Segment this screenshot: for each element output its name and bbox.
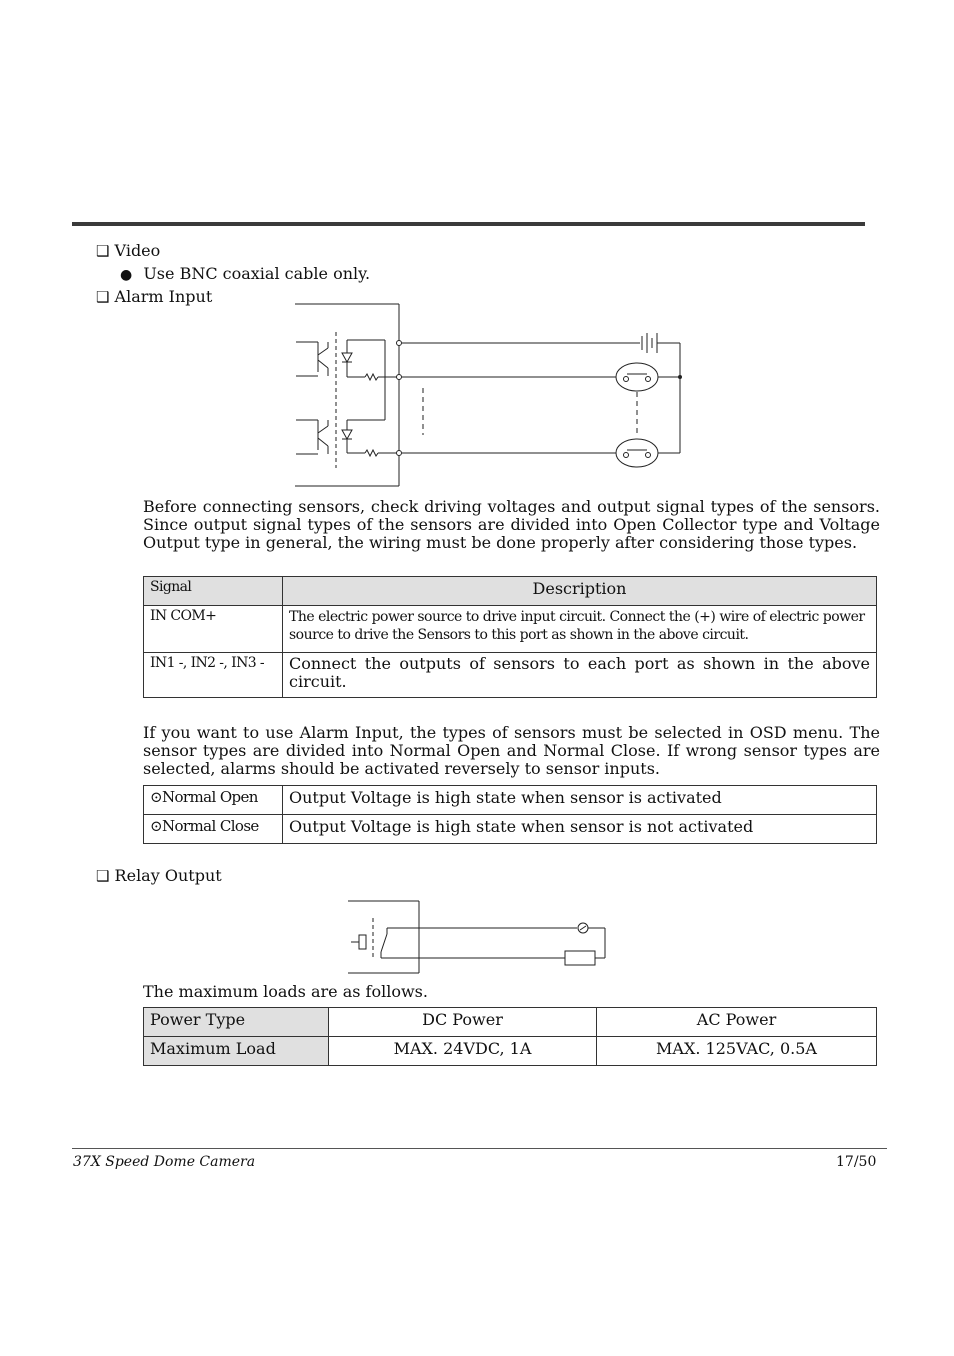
- table-row: [144, 815, 877, 844]
- section-video: [96, 241, 160, 260]
- table-cell-description: Output Voltage is high state when sensor is activated: [283, 786, 877, 815]
- section-relay-output: [96, 866, 222, 885]
- signal-table: [143, 576, 877, 698]
- sensors-intro-paragraph: Before connecting sensors, check driving voltages and output signal types of the sensors. Since output signal types of the sensors are divided into Open Collector type and Voltage Output type in general, the wiring must be done properly after considering those types.: [143, 497, 880, 552]
- section-relay-output-title: Relay Output: [114, 866, 222, 885]
- table-cell-sensor-type: ⊙Normal Close: [144, 815, 283, 844]
- footer-title: 37X Speed Dome Camera: [73, 1154, 256, 1170]
- table-cell-signal: IN COM+: [144, 606, 283, 653]
- video-bullet-text: Use BNC coaxial cable only.: [143, 264, 371, 283]
- checkbox-square-icon: ❑: [96, 288, 110, 306]
- table-header-signal: Signal: [144, 577, 283, 606]
- table-row: [144, 653, 877, 698]
- table-cell-description: Output Voltage is high state when sensor is not activated: [283, 815, 877, 844]
- table-cell-ac-value: MAX. 125VAC, 0.5A: [597, 1037, 877, 1066]
- header-rule: [72, 222, 865, 226]
- table-row: [144, 786, 877, 815]
- section-video-title: Video: [114, 241, 161, 260]
- load-table: [143, 1007, 877, 1066]
- table-header-ac-power: AC Power: [597, 1008, 877, 1037]
- checkbox-square-icon: ❑: [96, 867, 110, 885]
- list-item-video: [120, 264, 370, 283]
- filled-circle-icon: ●: [120, 267, 133, 283]
- footer-rule: [72, 1148, 887, 1149]
- table-header-description: Description: [283, 577, 877, 606]
- max-loads-paragraph: The maximum loads are as follows.: [143, 982, 428, 1001]
- section-alarm-input-title: Alarm Input: [114, 287, 213, 306]
- section-alarm-input: [96, 287, 212, 306]
- osd-select-paragraph: If you want to use Alarm Input, the types of sensors must be selected in OSD menu. The sensor types are divided into Normal Open and Normal Close. If wrong sensor types are selected, alarms should be activated reversely to sensor inputs.: [143, 723, 880, 778]
- table-cell-description: Connect the outputs of sensors to each port as shown in the above circuit.: [283, 653, 877, 698]
- table-cell-description: The electric power source to drive input circuit. Connect the (+) wire of electric power source to drive the Sensors to this port as shown in the above circuit.: [283, 606, 877, 653]
- sensor-type-table: [143, 785, 877, 844]
- table-cell-maximum-load: Maximum Load: [144, 1037, 329, 1066]
- table-row: [144, 606, 877, 653]
- table-cell-sensor-type: ⊙Normal Open: [144, 786, 283, 815]
- relay-output-circuit-diagram: [345, 898, 610, 978]
- table-header-row: [144, 1008, 877, 1037]
- page-number: 17/50: [836, 1154, 877, 1170]
- table-row: [144, 1037, 877, 1066]
- table-cell-signal: IN1 -, IN2 -, IN3 -: [144, 653, 283, 698]
- table-header-row: [144, 577, 877, 606]
- table-header-dc-power: DC Power: [329, 1008, 597, 1037]
- table-cell-dc-value: MAX. 24VDC, 1A: [329, 1037, 597, 1066]
- alarm-input-circuit-diagram: [290, 300, 690, 490]
- table-header-power-type: Power Type: [144, 1008, 329, 1037]
- checkbox-square-icon: ❑: [96, 242, 110, 260]
